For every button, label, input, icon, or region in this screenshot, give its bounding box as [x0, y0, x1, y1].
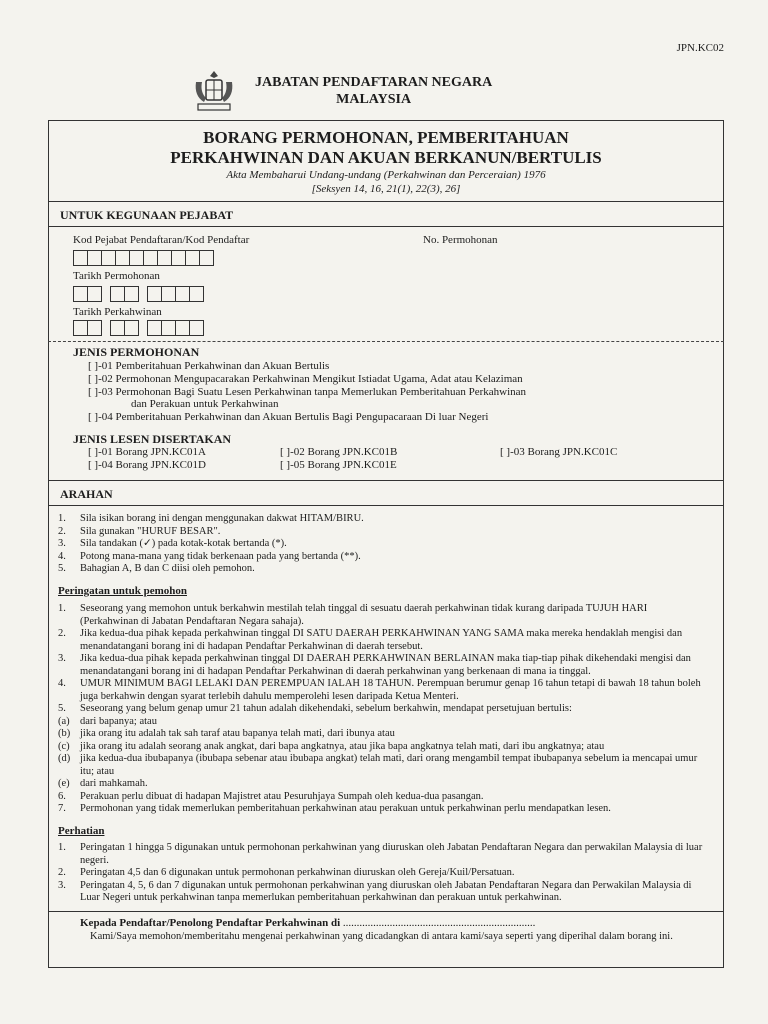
list-item — [58, 867, 708, 880]
office-code-boxes[interactable] — [73, 250, 213, 266]
application-number-label: No. Permohonan — [423, 234, 498, 246]
item-number: 2. — [58, 628, 66, 639]
license-kc01e[interactable]: [ ]-05 Borang JPN.KC01E — [280, 459, 397, 471]
sub-item-letter: (b) — [58, 728, 71, 739]
declaration-statement: Kami/Saya memohon/memberitahu mengenai perkahwinan yang dicadangkan di antara kami/saya seperti yang diperihal dalam borang ini. — [90, 931, 673, 942]
sub-item-text: jika orang itu adalah seorang anak angkat, dari bapa angkatnya, atau jika bapa angkatnya telah mati, dari ibu angkatnya; atau — [80, 740, 605, 752]
list-item — [58, 513, 708, 526]
item-number: 7. — [58, 803, 66, 814]
item-number: 6. — [58, 790, 66, 802]
item-text: Seseorang yang memohon untuk berkahwin mestilah telah tinggal di sesuatu daerah perkahwinan tidak kurang daripada TUJUH HARI (Perkahwinan di Jabatan Pendaftaran Negara sahaja). — [80, 603, 648, 627]
item-text: Peringatan 4, 5, 6 dan 7 digunakan untuk permohonan perkahwinan yang diuruskan oleh Jabatan Pendaftaran Negara dan Perwakilan Malaysia di Luar Negeri untuk perkahwinan tanpa memerlukan pemberitahuan perkahwinan dan perakuan untuk perkahwinan. — [80, 879, 692, 903]
form-title-line1: BORANG PERMOHONAN, PEMBERITAHUAN — [203, 128, 569, 147]
item-text: Peringatan 1 hingga 5 digunakan untuk permohonan perkahwinan yang diuruskan oleh Jabatan Pendaftaran Negara dan perwakilan Malaysia di luar negeri. — [80, 842, 703, 866]
item-text: Jika kedua-dua pihak kepada perkahwinan tinggal DI SATU DAERAH PERKAHWINAN YANG SAMA maka mereka hendaklah mengisi dan menandatangani borang ini di hadapan Pendaftar Perkahwinan di daerah tersebut. — [80, 628, 683, 652]
item-number: 3. — [58, 653, 66, 664]
application-type-02[interactable]: [ ]-02 Permohonan Mengupacarakan Perkahwinan Mengikut Istiadat Ugama, Adat atau Kelaziman — [88, 373, 523, 385]
list-item — [58, 803, 708, 816]
item-text: Bahagian A, B dan C diisi oleh pemohon. — [80, 563, 255, 574]
office-code-label: Kod Pejabat Pendaftaran/Kod Pendaftar — [73, 234, 250, 246]
agency-line2: MALAYSIA — [336, 92, 412, 107]
dashed-divider — [48, 341, 724, 342]
item-text: UMUR MINIMUM BAGI LELAKI DAN PEREMPUAN IALAH 18 TAHUN. Perempuan berumur genap 16 tahun tetapi di bawah 18 tahun boleh juga berkahwin dengan syarat terlebih dahulu memperolehi lesen daripada Ketua Menteri. — [80, 678, 701, 702]
item-text: Sila gunakan "HURUF BESAR". — [80, 525, 221, 537]
instructions-list — [58, 513, 708, 576]
sub-item — [58, 716, 708, 729]
item-number: 4. — [58, 678, 66, 689]
form-reference: JPN.KC02 — [676, 42, 724, 54]
license-type-heading: JENIS LESEN DISERTAKAN — [73, 432, 232, 446]
section-reference: [Seksyen 14, 16, 21(1), 22(3), 26] — [311, 183, 461, 195]
list-item — [58, 880, 708, 905]
item-text: Sila tandakan (✓) pada kotak-kotak bertanda (*). — [80, 538, 287, 549]
license-kc01a[interactable]: [ ]-01 Borang JPN.KC01A — [88, 446, 206, 458]
registrar-label: Kepada Pendaftar/Penolong Pendaftar Perkahwinan di — [80, 917, 341, 929]
item-number: 3. — [58, 879, 66, 891]
application-type-03[interactable]: [ ]-03 Permohonan Bagi Suatu Lesen Perkahwinan tanpa Memerlukan Pemberitahuan Perkahwinan — [88, 386, 527, 398]
application-date-label: Tarikh Permohonan — [73, 270, 160, 282]
list-item — [58, 628, 708, 653]
act-reference: Akta Membaharui Undang-undang (Perkahwinan dan Perceraian) 1976 — [226, 169, 546, 181]
coat-of-arms-icon — [190, 68, 238, 116]
form-title-block — [48, 128, 724, 196]
list-item — [58, 678, 708, 703]
item-text: Perakuan perlu dibuat di hadapan Majistret atau Pesuruhjaya Sumpah oleh kedua-dua pasangan. — [80, 790, 484, 802]
divider — [48, 911, 724, 912]
item-number: 1. — [58, 842, 66, 853]
item-text: Potong mana-mana yang tidak berkenaan pada yang bertanda (**). — [80, 550, 361, 562]
application-type-01[interactable]: [ ]-01 Pemberitahuan Perkahwinan dan Akuan Bertulis — [88, 360, 330, 372]
divider — [48, 226, 724, 227]
registrar-location-field[interactable]: ...................................................................... — [342, 917, 536, 929]
list-item — [58, 526, 708, 539]
marriage-date-label: Tarikh Perkahwinan — [73, 306, 162, 318]
application-type-03-cont: dan Perakuan untuk Perkahwinan — [131, 398, 279, 410]
application-type-04[interactable]: [ ]-04 Pemberitahuan Perkahwinan dan Akuan Bertulis Bagi Pengupacaraan Di luar Negeri — [88, 411, 489, 423]
list-item — [58, 791, 708, 804]
sub-item-text: dari bapanya; atau — [80, 715, 157, 727]
sub-item-letter: (d) — [58, 753, 71, 764]
sub-item-letter: (e) — [58, 778, 70, 789]
attention-list — [58, 842, 708, 905]
license-kc01c[interactable]: [ ]-03 Borang JPN.KC01C — [500, 446, 618, 458]
item-text: Permohonan yang tidak memerlukan pemberitahuan perkahwinan atau perakuan untuk perkahwinan perlu mendapatkan lesen. — [80, 803, 611, 814]
divider — [48, 480, 724, 481]
reminders-heading: Peringatan untuk pemohon — [58, 585, 187, 597]
list-item — [58, 551, 708, 564]
application-date-boxes[interactable] — [73, 286, 203, 302]
item-text: Seseorang yang belum genap umur 21 tahun adalah dikehendaki, sebelum berkahwin, mendapat persetujuan bertulis: — [80, 703, 572, 714]
application-type-heading: JENIS PERMOHONAN — [73, 345, 200, 359]
item-number: 1. — [58, 513, 66, 524]
sub-item-letter: (a) — [58, 715, 70, 727]
sub-item-text: dari mahkamah. — [80, 778, 148, 789]
form-title-line2: PERKAHWINAN DAN AKUAN BERKANUN/BERTULIS — [170, 148, 602, 167]
sub-item-text: jika orang itu adalah tak sah taraf atau bapanya telah mati, dari ibunya atau — [80, 728, 395, 739]
reminders-list — [58, 603, 708, 816]
item-number: 5. — [58, 703, 66, 714]
sub-item-letter: (c) — [58, 740, 70, 752]
sub-item — [58, 741, 708, 754]
item-number: 5. — [58, 563, 66, 574]
item-text: Peringatan 4,5 dan 6 digunakan untuk permohonan perkahwinan diuruskan oleh Gereja/Kuil/Persatuan. — [80, 867, 515, 878]
license-kc01d[interactable]: [ ]-04 Borang JPN.KC01D — [88, 459, 206, 471]
office-use-heading: UNTUK KEGUNAAN PEJABAT — [60, 208, 234, 222]
item-number: 2. — [58, 867, 66, 878]
sub-item — [58, 753, 708, 778]
agency-line1: JABATAN PENDAFTARAN NEGARA — [255, 75, 493, 90]
item-text: Sila isikan borang ini dengan menggunakan dakwat HITAM/BIRU. — [80, 513, 364, 524]
license-kc01b[interactable]: [ ]-02 Borang JPN.KC01B — [280, 446, 398, 458]
item-number: 3. — [58, 538, 66, 549]
divider — [48, 505, 724, 506]
item-number: 1. — [58, 603, 66, 614]
list-item — [58, 538, 708, 551]
item-number: 2. — [58, 525, 66, 537]
list-item — [58, 603, 708, 628]
list-item — [58, 842, 708, 867]
instructions-heading: ARAHAN — [60, 487, 113, 501]
divider — [48, 201, 724, 202]
agency-name — [255, 74, 492, 108]
list-item — [58, 703, 708, 716]
registrar-line — [80, 917, 535, 929]
sub-item — [58, 778, 708, 791]
list-item — [58, 563, 708, 576]
item-number: 4. — [58, 550, 66, 562]
list-item — [58, 653, 708, 678]
marriage-date-boxes[interactable] — [73, 320, 203, 336]
item-text: Jika kedua-dua pihak kepada perkahwinan tinggal DI DAERAH PERKAHWINAN BERLAINAN maka tiap-tiap pihak dikehendaki mengisi dan menandatangani borang ini di hadapan Pendaftar Perkahwinan di daerah perkahwinan yang berkenaan di mana ia tinggal. — [80, 653, 691, 677]
sub-item — [58, 728, 708, 741]
sub-item-text: jika kedua-dua ibubapanya (ibubapa sebenar atau ibubapa angkat) telah mati, dari orang mengambil tempat ibubapanya sebelum ia mencapai umur itu; atau — [80, 753, 698, 777]
attention-heading: Perhatian — [58, 825, 105, 837]
